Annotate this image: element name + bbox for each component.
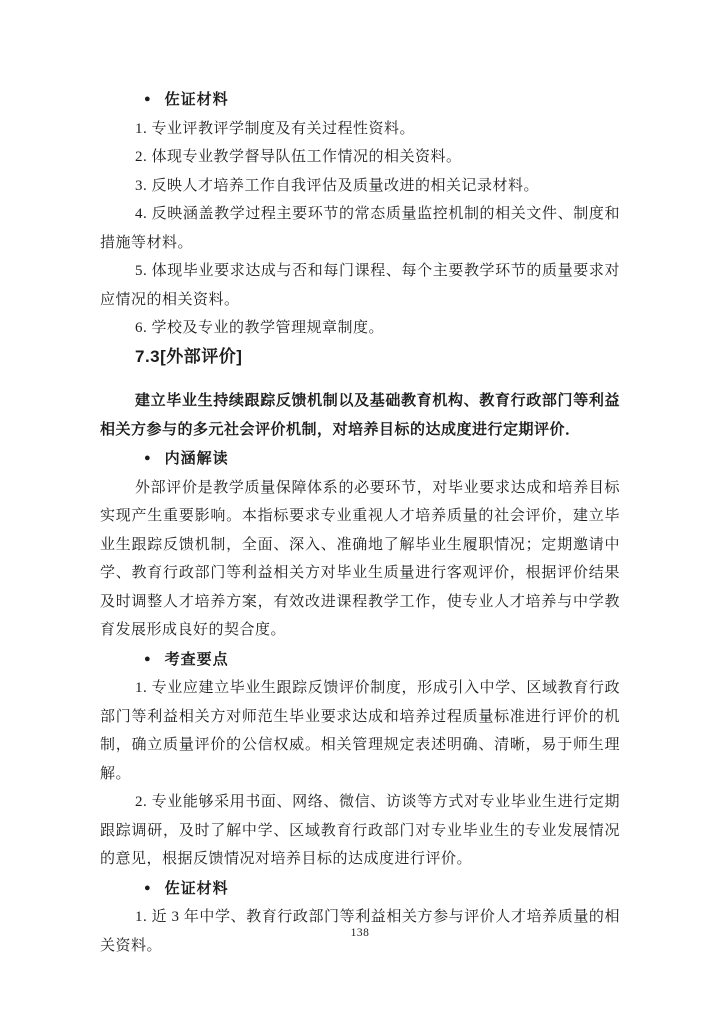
list-item: 6. 学校及专业的教学管理规章制度。 (135, 320, 385, 336)
bullet-heading-evidence-bottom (100, 874, 620, 904)
list-item: 4. 反映涵盖教学过程主要环节的常态质量监控机制的相关文件、制度和措施等材料。 (100, 206, 620, 251)
bullet-icon: ● (144, 881, 151, 894)
bullet-heading-evidence-top (100, 85, 620, 115)
list-item: 2. 专业能够采用书面、网络、微信、访谈等方式对专业毕业生进行定期跟踪调研，及时了解中学、区域教育行政部门对专业毕业生的专业发展情况的意见，根据反馈情况对培养目标的达成度进行评价。 (100, 794, 620, 867)
bullet-heading-key-points (100, 645, 620, 675)
bullet-heading-label: 内涵解读 (164, 450, 229, 467)
bullet-heading-label: 佐证材料 (164, 91, 229, 108)
bullet-heading-label: 考查要点 (164, 650, 229, 668)
bullet-heading-connotation (100, 444, 620, 474)
section-heading-7-3: 7.3[外部评价] (135, 346, 243, 366)
bullet-icon: ● (144, 452, 151, 464)
bullet-icon: ● (144, 93, 151, 105)
bullet-icon: ● (144, 652, 151, 665)
page-body (100, 85, 620, 960)
list-item: 3. 反映人才培养工作自我评估及质量改进的相关记录材料。 (135, 177, 540, 194)
list-item: 1. 专业应建立毕业生跟踪反馈评价制度，形成引入中学、区域教育行政部门等利益相关方对师范生毕业要求达成和培养过程质量标准进行评价的机制，确立质量评价的公信权威。相关管理规定表述明确、清晰，易于师生理解。 (100, 680, 620, 782)
list-item: 1. 近 3 年中学、教育行政部门等利益相关方参与评价人才培养质量的相关资料。 (100, 909, 620, 954)
list-item: 1. 专业评教评学制度及有关过程性资料。 (135, 120, 416, 137)
list-item: 2. 体现专业教学督导队伍工作情况的相关资料。 (135, 149, 462, 165)
page-number: 138 (350, 927, 370, 939)
list-item: 5. 体现毕业要求达成与否和每门课程、每个主要教学环节的质量要求对应情况的相关资料。 (100, 263, 620, 308)
bullet-heading-label: 佐证材料 (164, 879, 229, 897)
section-intro-paragraph: 建立毕业生持续跟踪反馈机制以及基础教育机构、教育行政部门等利益相关方参与的多元社会评价机制，对培养目标的达成度进行定期评价． (100, 392, 620, 438)
paragraph: 外部评价是教学质量保障体系的必要环节，对毕业要求达成和培养目标实现产生重要影响。本指标要求专业重视人才培养质量的社会评价，建立毕业生跟踪反馈机制，全面、深入、准确地了解毕业生履职情况；定期邀请中学、教育行政部门等利益相关方对毕业生质量进行客观评价，根据评价结果及时调整人才培养方案，有效改进课程教学工作，使专业人才培养与中学教育发展形成良好的契合度。 (100, 479, 620, 638)
